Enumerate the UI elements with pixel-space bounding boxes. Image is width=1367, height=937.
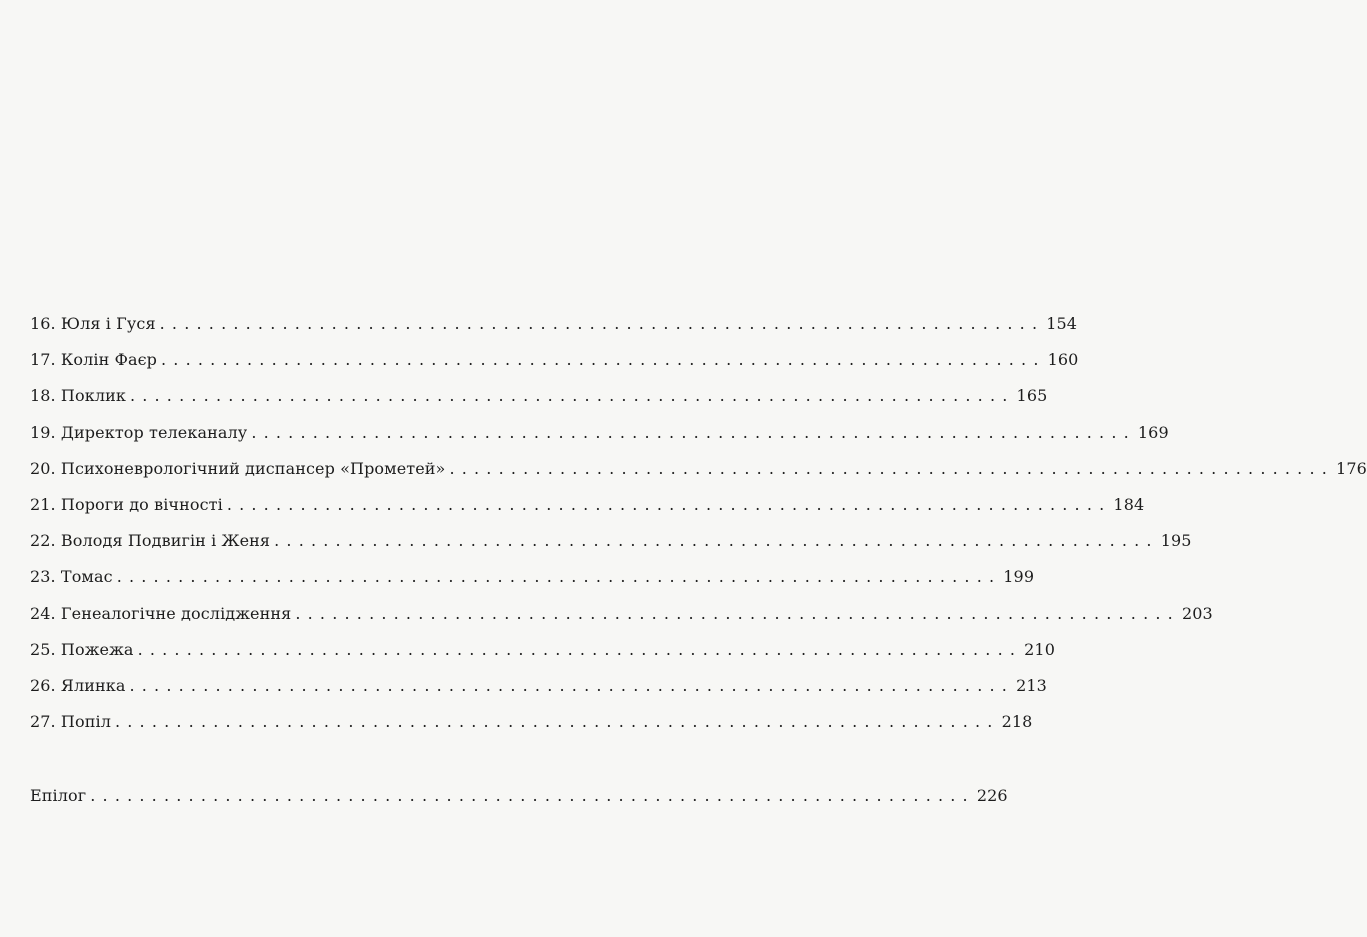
dot-leader: ........................................................................ (129, 386, 1015, 406)
toc-entry-title: 19. Директор телеканалу (30, 422, 248, 442)
dot-leader: ........................................................................ (295, 603, 1180, 623)
toc-entry-page: 184 (1113, 494, 1145, 514)
toc-entry-20 (30, 457, 1367, 493)
toc-entry-17 (30, 348, 1079, 384)
toc-entry-title: 24. Генеалогічне дослідження (30, 603, 292, 623)
toc-entry-page: 203 (1181, 603, 1213, 623)
toc-entry-page: 226 (976, 786, 1008, 805)
dot-leader: ........................................................................ (226, 494, 1112, 514)
toc-entry-title: 18. Поклик (30, 386, 126, 406)
dot-leader: ........................................................................ (251, 422, 1136, 442)
toc-entry-title: 22. Володя Подвигін і Женя (30, 531, 271, 551)
toc-entry-page: 210 (1024, 639, 1055, 659)
dot-leader: ........................................................................ (90, 786, 975, 805)
toc-entry-title: 26. Ялинка (30, 675, 126, 695)
toc-entry-27 (30, 710, 1033, 746)
toc-entry-16 (30, 312, 1078, 348)
toc-entry-22 (30, 529, 1192, 565)
toc-entry-18 (30, 384, 1048, 420)
toc-entry-23 (30, 565, 1035, 601)
toc-entry-21 (30, 493, 1145, 529)
toc-entry-title: 16. Юля і Гуся (30, 314, 156, 333)
toc-entry-title: 17. Колін Фаєр (30, 350, 158, 370)
dot-leader: ........................................................................ (274, 531, 1159, 551)
toc-entry-24 (30, 602, 1213, 638)
toc-entry-19 (30, 421, 1169, 457)
toc-entry-title: 20. Психоневрологічний диспансер «Прометей» (30, 458, 446, 478)
dot-leader: ........................................................................ (116, 567, 1002, 587)
table-of-contents (30, 312, 1367, 746)
dot-leader: ........................................................................ (161, 350, 1046, 370)
dot-leader: ........................................................................ (129, 675, 1015, 695)
toc-entry-title: 23. Томас (30, 567, 113, 587)
toc-entry-title: 25. Пожежа (30, 639, 134, 659)
toc-entry-page: 213 (1016, 675, 1047, 695)
dot-leader: ........................................................................ (159, 314, 1045, 333)
toc-entry-page: 199 (1003, 567, 1035, 587)
toc-entry-page: 160 (1047, 350, 1079, 370)
toc-entry-page: 169 (1137, 422, 1169, 442)
toc-entry-title: 27. Попіл (30, 712, 111, 732)
toc-entry-epilogue (30, 784, 1008, 820)
dot-leader: ........................................................................ (449, 458, 1335, 478)
toc-entry-page: 195 (1160, 531, 1192, 551)
toc-entry-25 (30, 638, 1055, 674)
toc-entry-26 (30, 674, 1047, 710)
toc-entry-page: 176 (1336, 458, 1367, 478)
toc-epilogue (30, 784, 1008, 820)
toc-entry-page: 165 (1016, 386, 1048, 406)
toc-entry-title: Епілог (30, 786, 87, 805)
dot-leader: ........................................................................ (137, 639, 1023, 659)
toc-entry-title: 21. Пороги до вічності (30, 494, 223, 514)
toc-entry-page: 154 (1046, 314, 1078, 333)
dot-leader: ........................................................................ (114, 712, 1000, 732)
toc-entry-page: 218 (1001, 712, 1033, 732)
